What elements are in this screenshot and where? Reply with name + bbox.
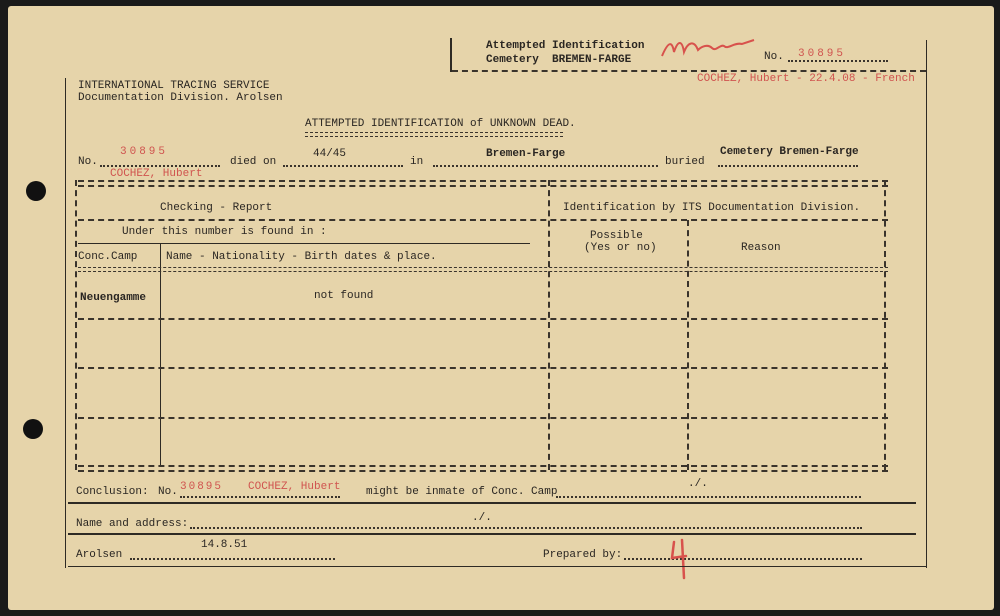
record-card [8,6,994,610]
table-top-line-1 [78,180,888,182]
table-row-rule-3 [78,417,888,419]
date-dots [130,558,335,560]
table-top-line-2 [78,185,888,187]
id-box-left-line [450,38,452,72]
table-col-header-rule-1 [78,267,888,268]
in-dots [433,165,658,167]
in-value: Bremen-Farge [486,148,566,160]
handwritten-name-mark [658,30,758,60]
id-box-cemetery-label: Cemetery [486,54,539,66]
org-line-2: Documentation Division. Arolsen [78,92,283,104]
punch-hole-bottom [23,419,43,439]
title-underline-2 [305,136,563,137]
prepared-by-dots [624,558,862,560]
org-line-1: INTERNATIONAL TRACING SERVICE [78,80,270,92]
identification-header: Identification by ITS Documentation Division. [563,202,861,214]
under-number-text: Under this number is found in : [122,226,327,238]
col-possible-line2: (Yes or no) [584,242,657,254]
form-name-value: COCHEZ, Hubert [110,168,203,180]
frame-left-line [65,78,66,568]
died-value: 44/45 [313,148,347,160]
under-number-rule [78,243,530,244]
name-address-dots [190,527,862,529]
col-conc-camp: Conc.Camp [78,251,138,263]
date-value: 14.8.51 [201,539,248,551]
row1-camp: Neuengamme [80,292,147,304]
conclusion-rule [68,502,916,504]
prepared-by-label: Prepared by: [543,549,623,561]
conclusion-no-value: 30895 [180,481,224,493]
preparer-signature [668,536,692,580]
id-box-title: Attempted Identification [486,40,645,52]
conclusion-camp-value: ./. [688,478,708,490]
table-row-rule-1 [78,318,888,320]
table-header-rule [78,219,888,221]
table-mid-divider [548,180,550,470]
col-name-nationality: Name - Nationality - Birth dates & place. [166,251,437,263]
buried-label: buried [665,156,705,168]
form-no-value: 30895 [120,146,169,158]
table-bottom-line-1 [78,465,888,467]
row1-result: not found [314,290,374,302]
bottom-rule [68,566,926,567]
died-dots [283,165,403,167]
form-no-dots [100,165,220,167]
conclusion-no-dots [180,496,340,498]
frame-right-line [926,40,927,568]
form-title: ATTEMPTED IDENTIFICATION of UNKNOWN DEAD. [305,118,576,130]
checking-report-header: Checking - Report [160,202,273,214]
conclusion-text: might be inmate of Conc. Camp [366,486,558,498]
title-underline-1 [305,132,563,133]
conclusion-label: Conclusion: [76,486,149,498]
table-left-line [75,180,77,470]
table-camp-divider [160,244,161,466]
col-possible-line1: Possible [590,230,643,242]
buried-dots [718,165,858,167]
buried-value: Cemetery Bremen-Farge [720,146,859,158]
table-col-header-rule-2 [78,271,888,272]
name-address-value: ./. [472,512,492,524]
id-box-bottom-line [452,70,926,72]
table-right-line [884,180,886,470]
table-bottom-line-2 [78,470,888,472]
conclusion-camp-dots [556,496,861,498]
header-no-value: 30895 [798,48,847,60]
conclusion-no-label: No. [158,486,178,498]
in-label: in [410,156,424,168]
header-person-line: COCHEZ, Hubert - 22.4.08 - French [697,73,915,85]
table-possible-divider [687,220,689,470]
died-label: died on [230,156,277,168]
table-row-rule-2 [78,367,888,369]
form-no-label: No. [78,156,98,168]
name-address-rule [68,533,916,535]
id-box-cemetery-value: BREMEN-FARGE [552,54,632,66]
place-label: Arolsen [76,549,123,561]
conclusion-name-value: COCHEZ, Hubert [248,481,341,493]
name-address-label: Name and address: [76,518,189,530]
header-no-label: No. [764,51,784,63]
col-reason: Reason [741,242,781,254]
punch-hole-top [26,181,46,201]
